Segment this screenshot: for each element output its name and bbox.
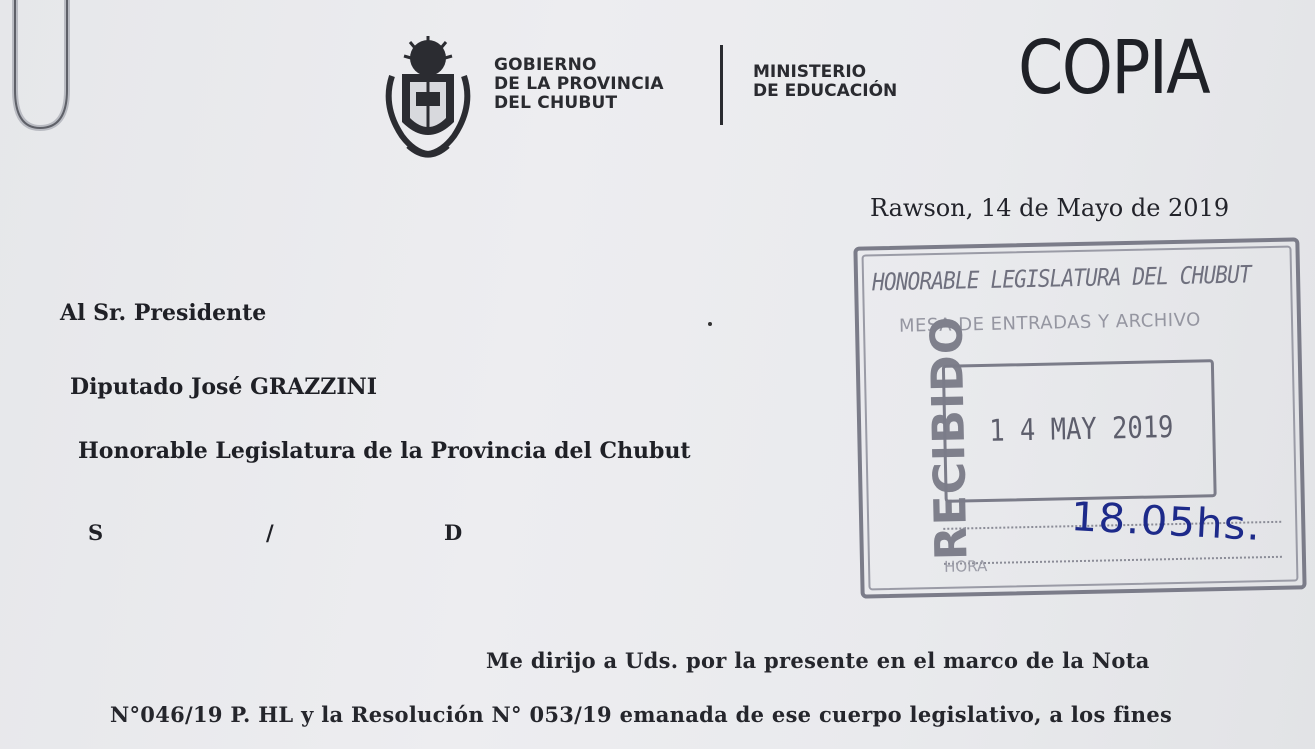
government-name bbox=[494, 56, 664, 113]
addressee-line-1: Al Sr. Presidente bbox=[60, 300, 267, 326]
copia-mark: COPIA bbox=[1018, 25, 1209, 111]
body-line-2: N°046/19 P. HL y la Resolución N° 053/19 emanada de ese cuerpo legislativo, a los fines bbox=[110, 702, 1173, 727]
sd-slash: / bbox=[266, 520, 274, 545]
ministry-line-2: DE EDUCACIÓN bbox=[753, 81, 898, 101]
handwritten-time: 18.05hs. bbox=[1069, 494, 1263, 550]
paper-clip-icon bbox=[0, 0, 85, 140]
addressee-line-3: Honorable Legislatura de la Provincia del Chubut bbox=[78, 438, 691, 464]
provincial-coat-of-arms-icon bbox=[380, 36, 476, 164]
gov-line-3: DEL CHUBUT bbox=[494, 93, 618, 113]
addressee-line-2: Diputado José GRAZZINI bbox=[70, 374, 378, 400]
sd-d: D bbox=[444, 520, 463, 545]
date-line: Rawson, 14 de Mayo de 2019 bbox=[870, 194, 1230, 222]
body-line-1: Me dirijo a Uds. por la presente en el marco de la Nota bbox=[486, 648, 1150, 673]
ministry-name bbox=[753, 63, 897, 101]
ink-dot bbox=[708, 322, 712, 326]
gov-line-2: DE LA PROVINCIA bbox=[494, 74, 664, 94]
gov-line-1: GOBIERNO bbox=[494, 55, 597, 75]
ministry-line-1: MINISTERIO bbox=[753, 62, 867, 82]
stamp-title: HONORABLE LEGISLATURA DEL CHUBUT bbox=[871, 260, 1252, 297]
stamp-subtitle: MESA DE ENTRADAS Y ARCHIVO bbox=[898, 309, 1202, 337]
letterhead-divider bbox=[720, 45, 723, 125]
stamp-date: 1 4 MAY 2019 bbox=[988, 410, 1174, 449]
sd-s: S bbox=[88, 520, 104, 545]
stamp-hora-label: HORA bbox=[943, 556, 988, 576]
stamp-recibido: RECIBIDO bbox=[921, 315, 978, 561]
